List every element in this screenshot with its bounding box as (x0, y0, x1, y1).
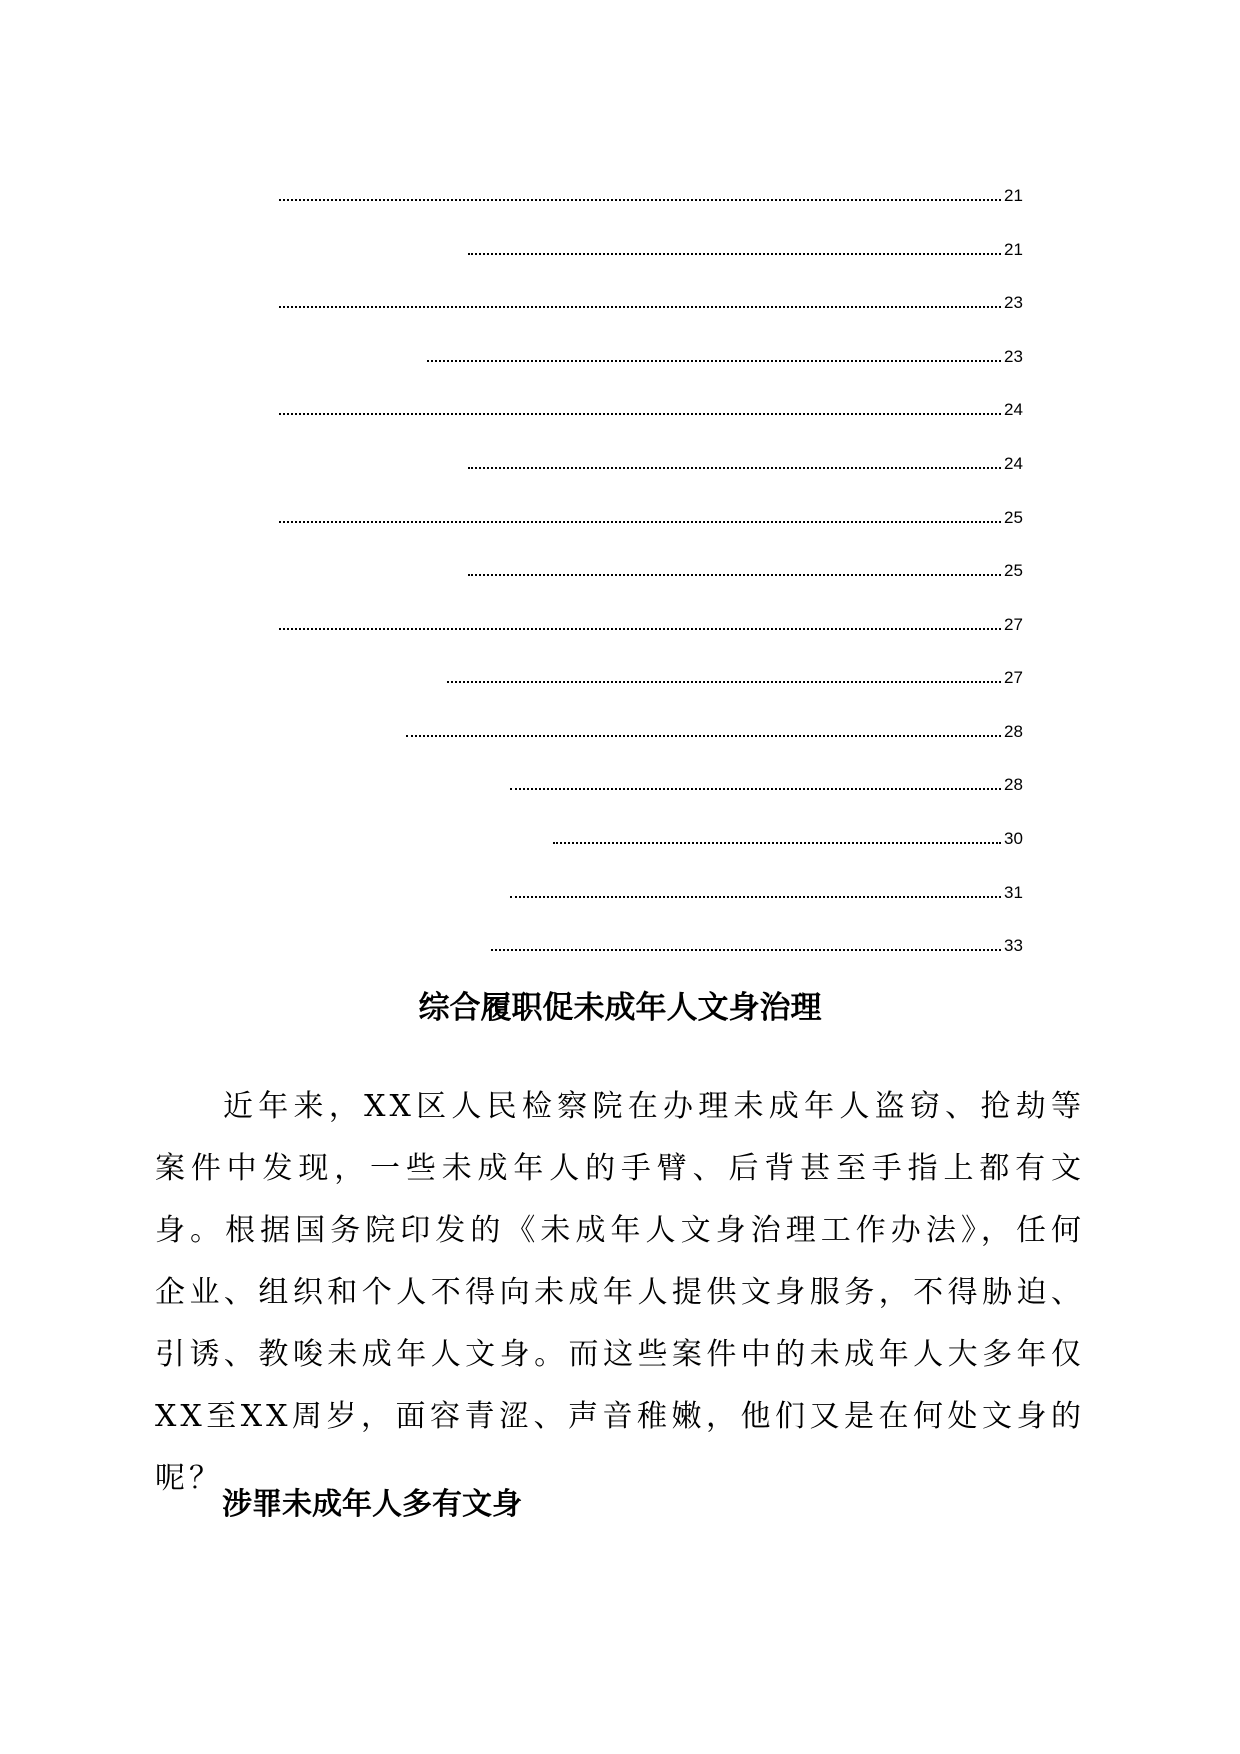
toc-page-number: 23 (1004, 347, 1023, 366)
toc-entry[interactable] (447, 664, 1028, 688)
toc-leader (468, 253, 1001, 255)
toc-entry[interactable] (406, 718, 1028, 742)
toc-page-number: 24 (1004, 454, 1023, 473)
toc-entry[interactable] (553, 825, 1028, 849)
toc-entry[interactable] (468, 557, 1028, 581)
toc-page-number: 21 (1004, 240, 1023, 259)
toc-leader (510, 788, 1001, 790)
toc-entry[interactable] (468, 450, 1028, 474)
toc-page-number: 33 (1004, 936, 1023, 955)
toc-entry[interactable] (427, 343, 1028, 367)
toc-page-number: 25 (1004, 508, 1023, 527)
toc-entry[interactable] (468, 236, 1028, 260)
toc-page-number: 23 (1004, 293, 1023, 312)
toc-page-number: 31 (1004, 883, 1023, 902)
toc-entry[interactable] (279, 504, 1028, 528)
toc-entry[interactable] (491, 932, 1028, 956)
toc-page-number: 30 (1004, 829, 1023, 848)
toc-leader (279, 521, 1001, 523)
body-paragraph: 近年来，XX区人民检察院在办理未成年人盗窃、抢劫等案件中发现，一些未成年人的手臂、后背甚至手指上都有文身。根据国务院印发的《未成年人文身治理工作办法》，任何企业、组织和个人不得向未成年人提供文身服务，不得胁迫、引诱、教唆未成年人文身。而这些案件中的未成年人大多年仅XX至XX周岁，面容青涩、声音稚嫩，他们又是在何处文身的呢？ (155, 1089, 1085, 1496)
section-heading: 涉罪未成年人多有文身 (222, 1487, 522, 1522)
toc-page-number: 27 (1004, 668, 1023, 687)
toc-page-number: 28 (1004, 775, 1023, 794)
toc-entry[interactable] (279, 611, 1028, 635)
toc-leader (406, 735, 1001, 737)
document-title: 综合履职促未成年人文身治理 (418, 990, 822, 1026)
toc-leader (468, 574, 1001, 576)
toc-leader (510, 896, 1001, 898)
toc-page-number: 21 (1004, 186, 1023, 205)
toc-leader (468, 467, 1001, 469)
toc-entry[interactable] (279, 396, 1028, 420)
toc-leader (553, 842, 1001, 844)
toc-page-number: 24 (1004, 400, 1023, 419)
toc-entry[interactable] (510, 879, 1028, 903)
toc-leader (279, 413, 1001, 415)
toc-page-number: 27 (1004, 615, 1023, 634)
toc-leader (279, 628, 1001, 630)
toc-leader (447, 681, 1001, 683)
toc-leader (279, 199, 1001, 201)
toc-page-number: 25 (1004, 561, 1023, 580)
toc-leader (427, 360, 1001, 362)
toc-leader (279, 306, 1001, 308)
toc-entry[interactable] (279, 182, 1028, 206)
toc-entry[interactable] (510, 771, 1028, 795)
toc-page-number: 28 (1004, 722, 1023, 741)
toc-entry[interactable] (279, 289, 1028, 313)
toc-leader (491, 949, 1001, 951)
